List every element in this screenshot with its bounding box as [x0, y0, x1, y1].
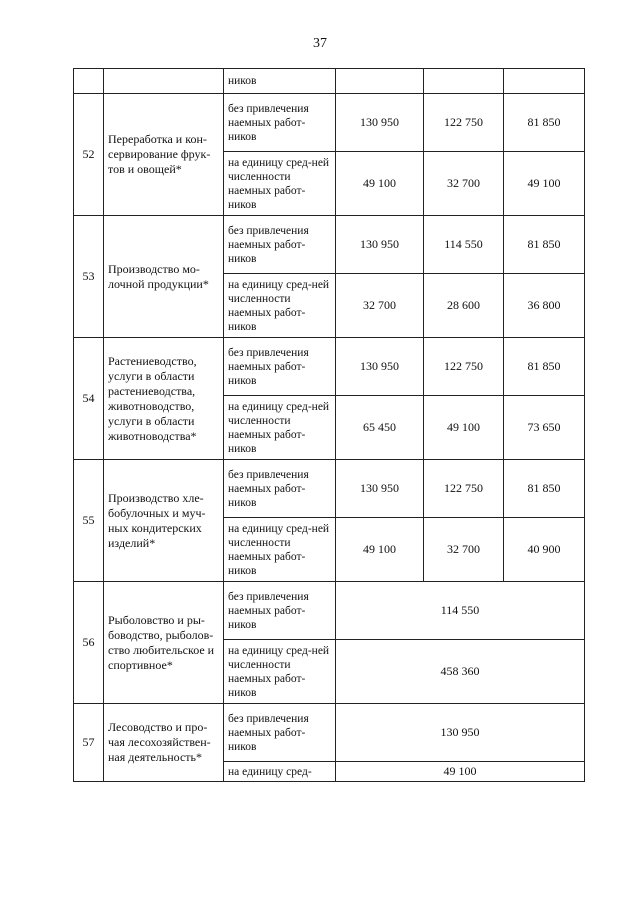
value-cell: 130 950	[336, 216, 424, 274]
table-row	[74, 460, 585, 518]
condition-cell: на единицу сред-ней численности наемных работ-ников	[224, 152, 336, 216]
row-number: 55	[74, 460, 104, 582]
value-cell: 40 900	[504, 518, 585, 582]
activity-cell	[104, 69, 224, 94]
condition-cell: на единицу сред-ней численности наемных работ-ников	[224, 518, 336, 582]
row-number: 56	[74, 582, 104, 704]
table-row	[74, 69, 585, 94]
condition-cell: без привлечения наемных работ-ников	[224, 582, 336, 640]
condition-cell: без привлечения наемных работ-ников	[224, 94, 336, 152]
value-cell: 28 600	[424, 274, 504, 338]
value-cell: 36 800	[504, 274, 585, 338]
value-cell: 81 850	[504, 460, 585, 518]
value-cell	[424, 69, 504, 94]
table-row	[74, 216, 585, 274]
value-cell: 32 700	[336, 274, 424, 338]
value-cell: 81 850	[504, 94, 585, 152]
value-cell: 49 100	[424, 396, 504, 460]
value-cell: 114 550	[424, 216, 504, 274]
activity-name: Производство мо-лочной продукции*	[104, 216, 224, 338]
merged-value-cell: 130 950	[336, 704, 585, 762]
value-cell: 130 950	[336, 94, 424, 152]
table-row	[74, 338, 585, 396]
row-number: 57	[74, 704, 104, 782]
row-number: 53	[74, 216, 104, 338]
value-cell: 49 100	[504, 152, 585, 216]
table-row	[74, 582, 585, 640]
table-row	[74, 704, 585, 762]
value-cell: 73 650	[504, 396, 585, 460]
value-cell: 32 700	[424, 518, 504, 582]
num-cell	[74, 69, 104, 94]
condition-cell: без привлечения наемных работ-ников	[224, 216, 336, 274]
table-row	[74, 94, 585, 152]
row-number: 52	[74, 94, 104, 216]
activity-name: Переработка и кон-сервирование фрук-тов и овощей*	[104, 94, 224, 216]
row-number: 54	[74, 338, 104, 460]
condition-cell: на единицу сред-ней численности наемных работ-ников	[224, 396, 336, 460]
value-cell: 81 850	[504, 338, 585, 396]
tax-rate-table	[73, 68, 585, 782]
value-cell: 32 700	[424, 152, 504, 216]
activity-name: Лесоводство и про-чая лесохозяйствен-ная деятельность*	[104, 704, 224, 782]
condition-cell: без привлечения наемных работ-ников	[224, 338, 336, 396]
condition-cell: на единицу сред-	[224, 762, 336, 782]
value-cell: 122 750	[424, 94, 504, 152]
value-cell: 130 950	[336, 338, 424, 396]
value-cell: 65 450	[336, 396, 424, 460]
merged-value-cell: 114 550	[336, 582, 585, 640]
merged-value-cell: 49 100	[336, 762, 585, 782]
condition-cell: ников	[224, 69, 336, 94]
activity-name: Растениеводство, услуги в области растениеводства, животноводство, услуги в области животноводства*	[104, 338, 224, 460]
value-cell: 49 100	[336, 152, 424, 216]
condition-cell: без привлечения наемных работ-ников	[224, 704, 336, 762]
condition-cell: на единицу сред-ней численности наемных работ-ников	[224, 274, 336, 338]
merged-value-cell: 458 360	[336, 640, 585, 704]
page-number: 37	[313, 36, 327, 51]
value-cell	[504, 69, 585, 94]
condition-cell: без привлечения наемных работ-ников	[224, 460, 336, 518]
value-cell	[336, 69, 424, 94]
value-cell: 49 100	[336, 518, 424, 582]
value-cell: 81 850	[504, 216, 585, 274]
value-cell: 122 750	[424, 338, 504, 396]
activity-name: Производство хле-бобулочных и муч-ных кондитерских изделий*	[104, 460, 224, 582]
activity-name: Рыболовство и ры-боводство, рыболов-ство любительское и спортивное*	[104, 582, 224, 704]
condition-cell: на единицу сред-ней численности наемных работ-ников	[224, 640, 336, 704]
value-cell: 130 950	[336, 460, 424, 518]
value-cell: 122 750	[424, 460, 504, 518]
